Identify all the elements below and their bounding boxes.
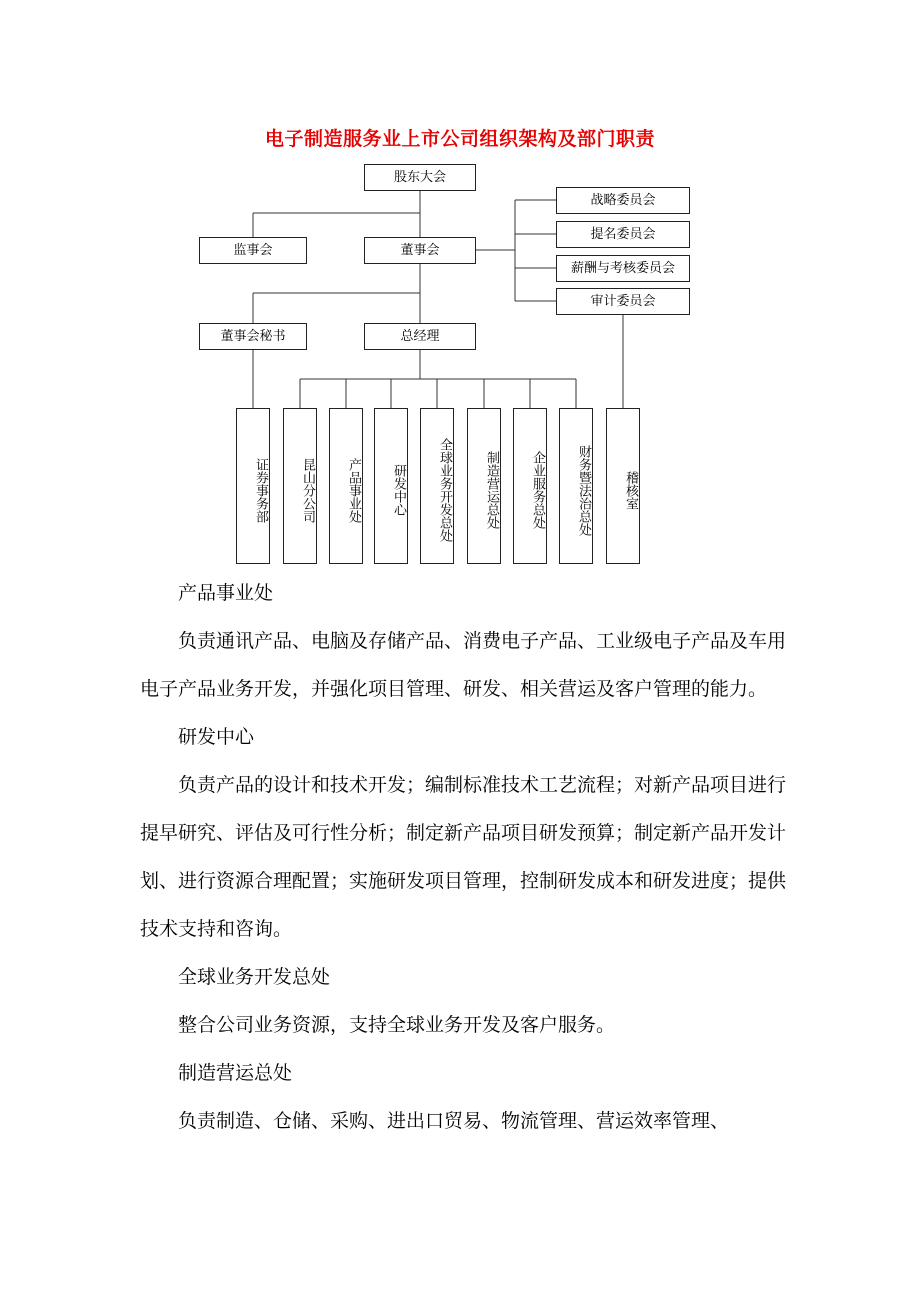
document-title: 电子制造服务业上市公司组织架构及部门职责 — [264, 128, 655, 150]
dept-global-business: 全球业务开发总处 — [420, 408, 454, 564]
dept-enterprise-services: 企业服务总处 — [513, 408, 547, 564]
dept-finance-legal: 财务暨法治总处 — [559, 408, 593, 564]
dept-manufacturing-ops: 制造营运总处 — [467, 408, 501, 564]
section-body: 负责通讯产品、电脑及存储产品、消费电子产品、工业级电子产品及车用电子产品业务开发，并强化项目管理、研发、相关营运及客户管理的能力。 — [140, 630, 787, 700]
audit-committee-box: 审计委员会 — [556, 288, 690, 315]
section-body: 整合公司业务资源，支持全球业务开发及客户服务。 — [178, 1014, 616, 1036]
dept-product-division: 产品事业处 — [329, 408, 363, 564]
document-body — [140, 569, 790, 1145]
nomination-committee-box: 提名委员会 — [556, 221, 690, 248]
general-manager-box: 总经理 — [364, 323, 476, 350]
board-secretary-box: 董事会秘书 — [199, 323, 307, 350]
org-chart — [0, 160, 920, 570]
section-heading: 产品事业处 — [178, 582, 274, 604]
strategy-committee-box: 战略委员会 — [556, 187, 690, 214]
audit-office-box: 稽核室 — [606, 408, 640, 564]
dept-rd-center: 研发中心 — [374, 408, 408, 564]
dept-kunshan-branch: 昆山分公司 — [283, 408, 317, 564]
securities-dept-box: 证券事务部 — [236, 408, 270, 564]
board-of-directors-box: 董事会 — [364, 237, 476, 264]
section-heading: 全球业务开发总处 — [178, 966, 331, 988]
shareholders-meeting-box: 股东大会 — [364, 164, 476, 191]
section-body: 负责制造、仓储、采购、进出口贸易、物流管理、营运效率管理、 — [178, 1110, 730, 1132]
supervisory-board-box: 监事会 — [199, 237, 307, 264]
section-heading: 研发中心 — [178, 726, 255, 748]
org-chart-connectors — [0, 160, 920, 570]
section-heading: 制造营运总处 — [178, 1062, 293, 1084]
compensation-committee-box: 薪酬与考核委员会 — [556, 255, 690, 282]
section-body: 负责产品的设计和技术开发；编制标准技术工艺流程；对新产品项目进行提早研究、评估及可行性分析；制定新产品项目研发预算；制定新产品开发计划、进行资源合理配置；实施研发项目管理，控制研发成本和研发进度；提供技术支持和咨询。 — [140, 774, 787, 940]
